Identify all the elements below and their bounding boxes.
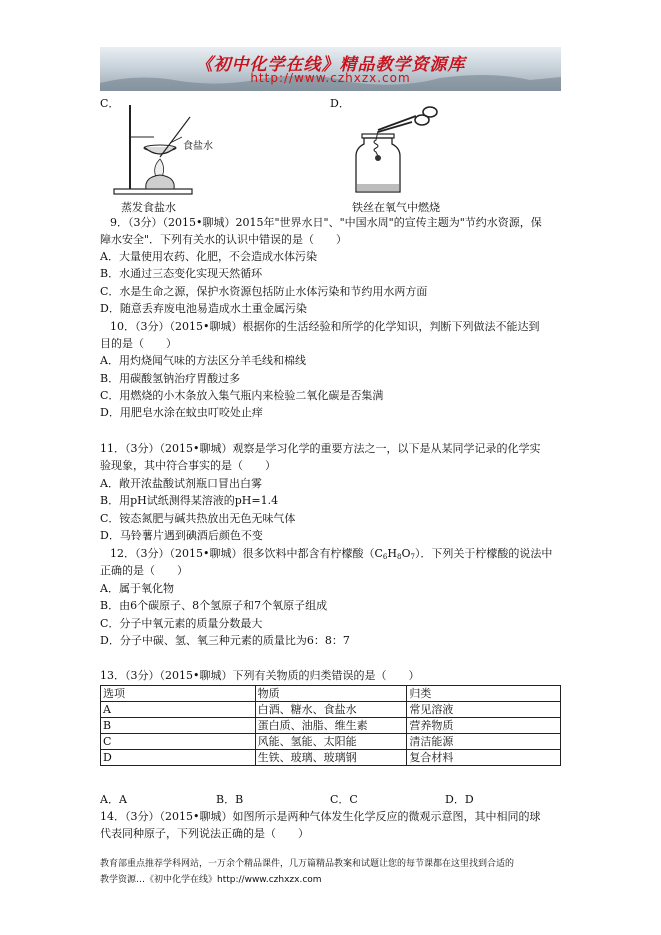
iron-wire-combustion-figure — [350, 100, 445, 198]
footer-line2: 教学资源…《初中化学在线》http://www.czhxzx.com — [100, 875, 322, 885]
salt-water-label: 食盐水 — [183, 141, 213, 152]
q13-answer-d: D．D — [445, 793, 474, 806]
q11-option-a: A．敞开浓盐酸试剂瓶口冒出白雾 — [100, 477, 262, 490]
q11-stem-line1: 11．（3分）（2015•聊城）观察是学习化学的重要方法之一，以下是从某同学记录的化学实 — [100, 442, 541, 455]
table-cell: 常见溶液 — [407, 702, 561, 718]
q11-option-d: D．马铃薯片遇到碘酒后颜色不变 — [100, 529, 263, 542]
table-cell: 生铁、玻璃、玻璃钢 — [255, 750, 407, 766]
figure-c-letter: C． — [100, 97, 120, 110]
q12-option-b: B．由6个碳原子、8个氢原子和7个氧原子组成 — [100, 599, 328, 612]
header-title: 《初中化学在线》精品教学资源库 — [195, 55, 466, 75]
q13-answer-a: A．A — [100, 793, 127, 806]
figure-c-caption: 蒸发食盐水 — [121, 201, 176, 214]
table-cell: B — [101, 718, 256, 734]
table-row — [101, 702, 561, 718]
header-banner — [100, 47, 561, 91]
q9-stem-line1: 9．（3分）（2015•聊城）2015年"世界水日"、"中国水周"的宣传主题为"节约水资源，保 — [110, 216, 542, 229]
table-row — [101, 718, 561, 734]
figure-d-letter: D． — [330, 97, 350, 110]
q11-stem-line2: 验现象，其中符合事实的是（ ） — [100, 459, 276, 472]
q9-option-d: D．随意丢弃废电池易造成水土重金属污染 — [100, 302, 307, 315]
table-cell: C — [101, 734, 256, 750]
table-cell: A — [101, 702, 256, 718]
q12-option-c: C．分子中氧元素的质量分数最大 — [100, 617, 263, 630]
table-cell: 营养物质 — [407, 718, 561, 734]
table-cell: 白酒、糖水、食盐水 — [255, 702, 407, 718]
q13-stem: 13．（3分）（2015•聊城）下列有关物质的归类错误的是（ ） — [100, 669, 420, 682]
table-row — [101, 750, 561, 766]
q9-option-b: B．水通过三态变化实现天然循环 — [100, 267, 263, 280]
header-url[interactable]: http://www.czhxzx.com — [250, 71, 411, 85]
table-cell: 风能、氢能、太阳能 — [255, 734, 407, 750]
table-cell: 复合材料 — [407, 750, 561, 766]
q11-option-b: B．用pH试纸测得某溶液的pH=1.4 — [100, 494, 279, 507]
q14-stem-line2: 代表同种原子，下列说法正确的是（ ） — [100, 827, 309, 840]
q13-answer-c: C．C — [330, 793, 358, 806]
table-row — [101, 734, 561, 750]
q12-stem-line2: 正确的是（ ） — [100, 564, 188, 577]
q10-stem-line2: 目的是（ ） — [100, 337, 177, 350]
q10-option-c: C．用燃烧的小木条放入集气瓶内来检验二氧化碳是否集满 — [100, 389, 384, 402]
footer-url[interactable]: http://www.czhxzx.com — [217, 875, 322, 885]
q13-table — [100, 685, 561, 766]
q10-option-b: B．用碳酸氢钠治疗胃酸过多 — [100, 372, 241, 385]
table-cell: 清洁能源 — [407, 734, 561, 750]
figure-d-caption: 铁丝在氧气中燃烧 — [352, 201, 440, 214]
q10-stem-line1: 10．（3分）（2015•聊城）根据你的生活经验和所学的化学知识，判断下列做法不能达到 — [110, 320, 540, 333]
q12-stem-line1: 12．（3分）（2015•聊城）很多饮料中都含有柠檬酸$(C_6H_8O_7)$．下列关于柠檬酸的说法中 — [110, 547, 553, 561]
table-header-cell: 归类 — [407, 686, 561, 702]
q10-option-d: D．用肥皂水涂在蚊虫叮咬处止痒 — [100, 406, 263, 419]
q10-option-a: A．用灼烧闻气味的方法区分羊毛线和棉线 — [100, 354, 306, 367]
q14-stem-line1: 14．（3分）（2015•聊城）如图所示是两种气体发生化学反应的微观示意图，其中相同的球 — [100, 810, 541, 823]
table-cell: 蛋白质、油脂、维生素 — [255, 718, 407, 734]
q12-option-a: A．属于氧化物 — [100, 582, 174, 595]
table-header-cell: 物质 — [255, 686, 407, 702]
q12-option-d: D．分子中碳、氢、氧三种元素的质量比为6：8：7 — [100, 634, 350, 647]
q13-answer-b: B．B — [216, 793, 244, 806]
q9-option-c: C．水是生命之源，保护水资源包括防止水体污染和节约用水两方面 — [100, 285, 428, 298]
table-header-cell: 选项 — [101, 686, 256, 702]
q9-option-a: A．大量使用农药、化肥，不会造成水体污染 — [100, 250, 317, 263]
q11-option-c: C．铵态氮肥与碱共热放出无色无味气体 — [100, 512, 296, 525]
table-header-row — [101, 686, 561, 702]
q9-stem-line2: 障水安全"．下列有关水的认识中错误的是（ ） — [100, 233, 348, 246]
table-cell: D — [101, 750, 256, 766]
footer-line1: 教育部重点推荐学科网站，一万余个精品课件，几万篇精品教案和试题让您的每节课都在这里找到合适的 — [100, 859, 515, 869]
